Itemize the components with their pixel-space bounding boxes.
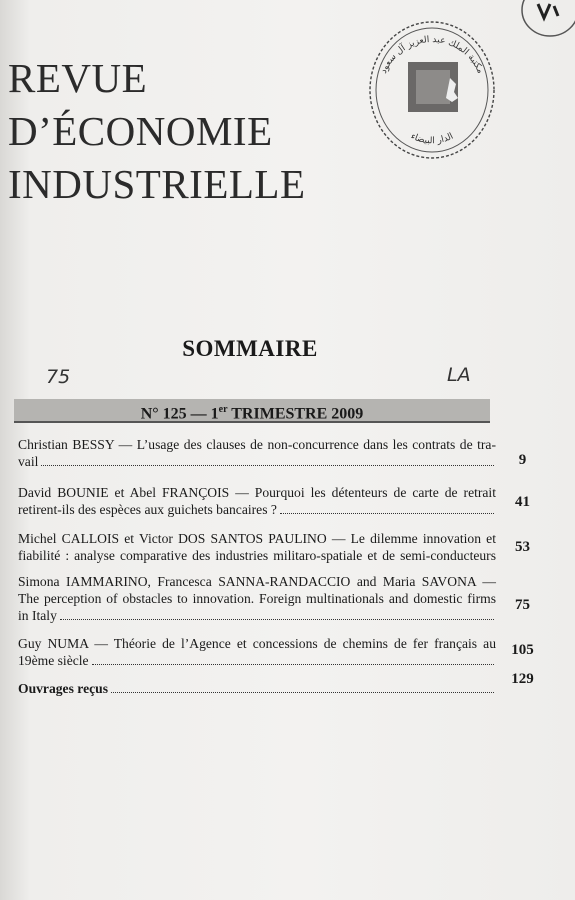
toc-entry-2-line-1: David BOUNIE et Abel FRANÇOIS — Pourquoi les détenteurs de carte de retrait [18,485,496,500]
toc-entry-1-page: 9 [518,452,527,468]
toc-entry-1-line-1: Christian BESSY — L’usage des clauses de non-concurrence dans les contrats de tra- [18,437,496,452]
dot-leader [41,464,494,466]
toc-entry-1-last-text: vail [18,454,39,469]
journal-title-line-3: INDUSTRIELLE [8,161,306,207]
toc-entry-3-page: 53 [515,539,530,555]
toc-entry-4-line-3 [18,607,496,624]
dot-leader [111,691,494,693]
dot-leader [280,512,494,514]
library-stamp [366,10,498,168]
toc-entry-4[interactable] [18,573,496,624]
toc-entry-5-page: 105 [511,642,534,658]
toc-entry-6[interactable] [18,680,496,697]
toc-entry-4-line-1: Simona IAMMARINO, Francesca SANNA-RANDACCIO and Maria SAVONA — [18,574,496,589]
toc-entry-3-line-2: fiabilité : analyse comparative des industries militaro-spatiale et de semi-conducteurs [18,548,496,563]
corner-stamp-mark [514,0,575,42]
toc-entry-3-line-1: Michel CALLOIS et Victor DOS SANTOS PAULINO — Le dilemme innovation et [18,531,496,546]
stamp-arabic-text: مكتبة الملك عبد العزيز آل سعود [378,34,486,76]
toc-entry-1[interactable] [18,436,496,470]
handwritten-note-right: LA [447,364,471,386]
toc-entry-6-line-1 [18,680,496,697]
issue-superscript: er [218,404,228,415]
journal-title-line-2: D’ÉCONOMIE [8,108,273,154]
toc-entry-1-line-2 [18,453,496,470]
journal-title [8,52,306,211]
sommaire-heading: SOMMAIRE [182,336,318,361]
issue-number: N° 125 — 1 [140,405,219,423]
dot-leader [60,618,494,620]
toc-entry-2-line-2 [18,501,496,518]
journal-title-line-1: REVUE [8,55,148,101]
issue-banner [14,399,490,423]
toc-entry-5[interactable] [18,635,496,669]
dot-leader [92,663,494,665]
toc-entry-4-last-text: in Italy [18,608,57,623]
toc-entry-6-last-text: Ouvrages reçus [18,681,108,696]
stamp-bottom-text: الدار البيضاء [408,131,456,147]
toc-entry-4-page: 75 [515,597,530,613]
toc-entry-2-page: 41 [515,494,530,510]
handwritten-note-left: 75 [46,366,71,388]
toc-entry-4-line-2: The perception of obstacles to innovation. Foreign multinationals and domestic firms [18,591,496,606]
toc-entry-3[interactable] [18,530,496,564]
toc-entry-2-last-text: retirent-ils des espèces aux guichets bancaires ? [18,502,277,517]
toc-entry-2[interactable] [18,484,496,518]
toc-entry-5-line-2 [18,652,496,669]
issue-quarter: TRIMESTRE 2009 [227,405,364,423]
toc-entry-6-page: 129 [511,671,534,687]
svg-text:الدار البيضاء [409,132,455,147]
toc-entry-5-last-text: 19ème siècle [18,653,89,668]
toc-entry-5-line-1: Guy NUMA — Théorie de l’Agence et concessions de chemins de fer français au [18,636,496,651]
